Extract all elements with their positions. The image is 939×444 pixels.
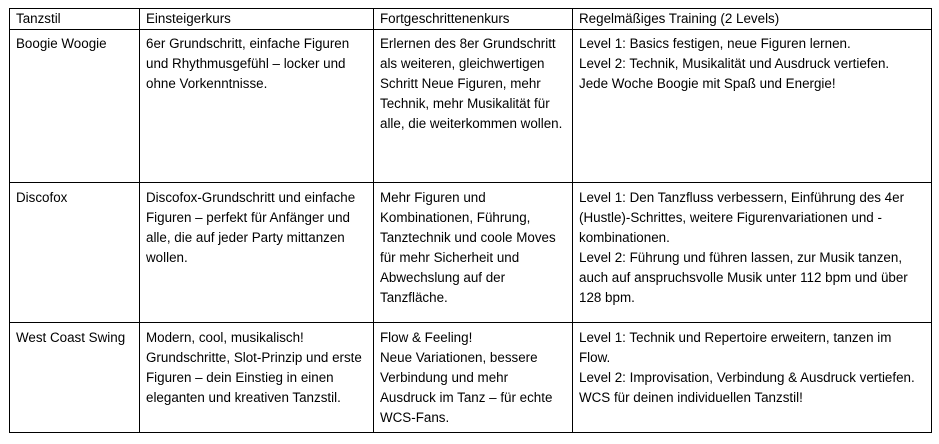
cell-fortgeschrittenenkurs [374, 323, 573, 433]
header-fortgeschrittenenkurs: Fortgeschrittenenkurs [374, 9, 573, 30]
cell-training [573, 30, 932, 183]
training-line: Level 2: Führung und führen lassen, zur Musik tanzen, auch auf anspruchsvolle Musik unter 112 bpm und über 128 bpm. [579, 250, 908, 305]
cell-tanzstil: Discofox [10, 183, 140, 323]
table-row-west-coast-swing [10, 323, 932, 433]
training-line: WCS für deinen individuellen Tanzstil! [579, 390, 803, 405]
training-line: Jede Woche Boogie mit Spaß und Energie! [579, 76, 836, 91]
training-line: Level 1: Basics festigen, neue Figuren lernen. [579, 36, 851, 51]
header-tanzstil: Tanzstil [10, 9, 140, 30]
table-header-row [10, 9, 932, 30]
cell-einsteigerkurs: Modern, cool, musikalisch! Grundschritte, Slot-Prinzip und erste Figuren – dein Einstieg in einen eleganten und kreativen Tanzstil. [140, 323, 374, 433]
header-regelmaessiges-training: Regelmäßiges Training (2 Levels) [573, 9, 932, 30]
table-row-discofox [10, 183, 932, 323]
table-row-boogie-woogie [10, 30, 932, 183]
cell-einsteigerkurs: Discofox-Grundschritt und einfache Figuren – perfekt für Anfänger und alle, die auf jeder Party mittanzen wollen. [140, 183, 374, 323]
cell-fortgeschrittenenkurs: Mehr Figuren und Kombinationen, Führung, Tanztechnik und coole Moves für mehr Sicherheit und Abwechslung auf der Tanzfläche. [374, 183, 573, 323]
fortgeschritten-line: Neue Variationen, bessere Verbindung und mehr Ausdruck im Tanz – für echte WCS-Fans. [380, 350, 553, 425]
training-line: Level 1: Technik und Repertoire erweitern, tanzen im Flow. [579, 330, 892, 365]
cell-einsteigerkurs: 6er Grundschritt, einfache Figuren und Rhythmusgefühl – locker und ohne Vorkenntnisse. [140, 30, 374, 183]
header-einsteigerkurs: Einsteigerkurs [140, 9, 374, 30]
cell-training [573, 323, 932, 433]
training-line: Level 2: Improvisation, Verbindung & Ausdruck vertiefen. [579, 370, 915, 385]
cell-training [573, 183, 932, 323]
dance-course-table [9, 8, 932, 433]
training-line: Level 2: Technik, Musikalität und Ausdruck vertiefen. [579, 56, 890, 71]
cell-tanzstil: Boogie Woogie [10, 30, 140, 183]
training-line: Level 1: Den Tanzfluss verbessern, Einführung des 4er (Hustle)-Schrittes, weitere Figurenvariationen und -kombinationen. [579, 190, 905, 245]
cell-tanzstil: West Coast Swing [10, 323, 140, 433]
cell-fortgeschrittenenkurs: Erlernen des 8er Grundschritt als weiteren, gleichwertigen Schritt Neue Figuren, mehr Technik, mehr Musikalität für alle, die weiterkommen wollen. [374, 30, 573, 183]
fortgeschritten-line: Flow & Feeling! [380, 330, 473, 345]
